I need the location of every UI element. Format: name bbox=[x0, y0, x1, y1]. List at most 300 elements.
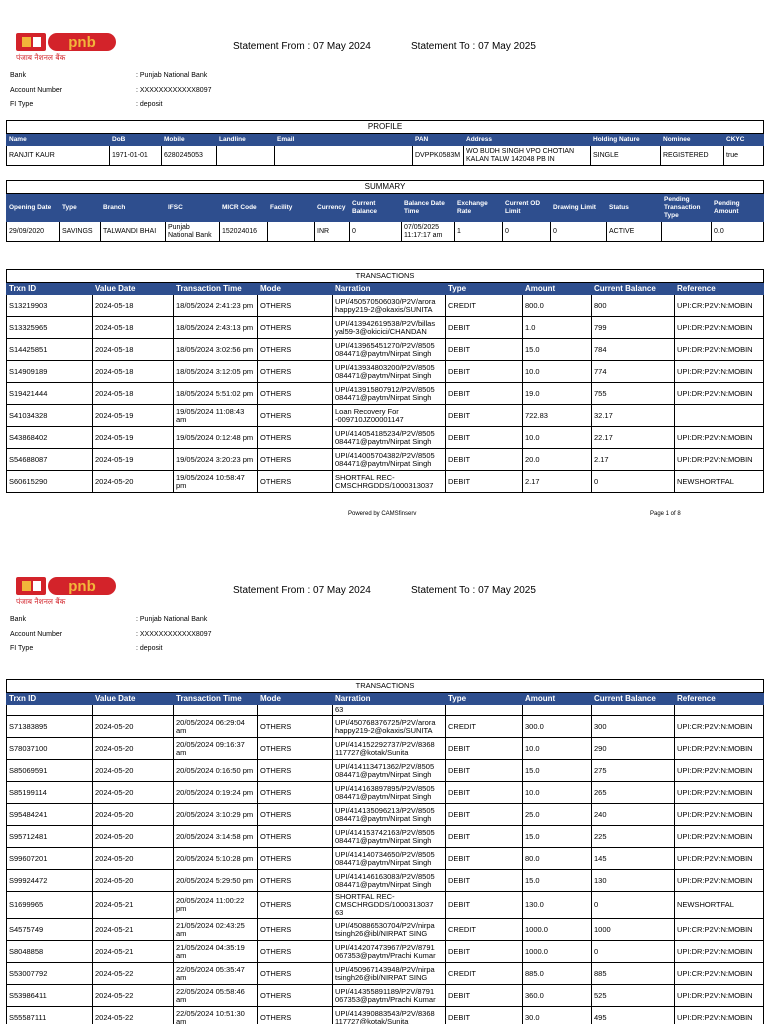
statement-to: Statement To : 07 May 2025 bbox=[411, 585, 536, 596]
transaction-cell: S99607201 bbox=[7, 848, 93, 870]
transaction-cell: 19/05/2024 0:12:48 pm bbox=[174, 427, 258, 449]
transaction-cell: 18/05/2024 3:02:56 pm bbox=[174, 339, 258, 361]
statement-from: Statement From : 07 May 2024 bbox=[233, 41, 371, 52]
transaction-cell bbox=[93, 705, 174, 716]
transaction-cell: DEBIT bbox=[446, 870, 523, 892]
transaction-cell: OTHERS bbox=[258, 405, 333, 427]
tx-header: Mode bbox=[258, 693, 333, 705]
meta-value: : deposit bbox=[136, 101, 163, 108]
transaction-cell: OTHERS bbox=[258, 892, 333, 919]
transaction-cell: OTHERS bbox=[258, 985, 333, 1007]
transaction-cell: 18/05/2024 2:43:13 pm bbox=[174, 317, 258, 339]
profile-header: Holding Nature bbox=[591, 134, 661, 146]
transaction-cell: CREDIT bbox=[446, 963, 523, 985]
account-meta bbox=[10, 69, 212, 113]
transaction-cell: 2024-05-19 bbox=[93, 427, 174, 449]
summary-header: Status bbox=[607, 194, 662, 222]
transaction-cell: S85069591 bbox=[7, 760, 93, 782]
transaction-cell: OTHERS bbox=[258, 361, 333, 383]
transaction-cell: OTHERS bbox=[258, 339, 333, 361]
logo-text: pnb bbox=[68, 578, 96, 595]
transaction-cell: 15.0 bbox=[523, 760, 592, 782]
page-number: Page 1 of 8 bbox=[650, 511, 681, 517]
transaction-cell: DEBIT bbox=[446, 471, 523, 493]
transaction-row bbox=[7, 427, 764, 449]
transaction-cell: UPI/414113471362/P2V/8505 084471@paytm/Nirpat Singh bbox=[333, 760, 446, 782]
transaction-cell: UPI:CR:P2V:N:MOBIN bbox=[675, 919, 764, 941]
transaction-row bbox=[7, 449, 764, 471]
transaction-cell: UPI:DR:P2V:N:MOBIN bbox=[675, 1007, 764, 1024]
transaction-cell: 2024-05-22 bbox=[93, 963, 174, 985]
transaction-cell: OTHERS bbox=[258, 383, 333, 405]
transaction-cell: UPI:DR:P2V:N:MOBIN bbox=[675, 985, 764, 1007]
transaction-cell: UPI/414163897895/P2V/8505 084471@paytm/Nirpat Singh bbox=[333, 782, 446, 804]
transaction-cell: 20.0 bbox=[523, 449, 592, 471]
transaction-cell: UPI:DR:P2V:N:MOBIN bbox=[675, 870, 764, 892]
transaction-cell: SHORTFAL REC-CMSCHRGDDS/1000313037 63 bbox=[333, 892, 446, 919]
transaction-cell: OTHERS bbox=[258, 941, 333, 963]
transaction-cell: 18/05/2024 5:51:02 pm bbox=[174, 383, 258, 405]
transaction-cell: DEBIT bbox=[446, 1007, 523, 1024]
transaction-cell: DEBIT bbox=[446, 738, 523, 760]
transaction-cell: 300.0 bbox=[523, 716, 592, 738]
tx-header: Amount bbox=[523, 283, 592, 295]
tx-header: Mode bbox=[258, 283, 333, 295]
transaction-cell: 799 bbox=[592, 317, 675, 339]
transaction-cell: UPI:DR:P2V:N:MOBIN bbox=[675, 317, 764, 339]
summary-cell bbox=[268, 222, 315, 242]
pnb-logo bbox=[16, 33, 120, 65]
transaction-cell: 2024-05-20 bbox=[93, 782, 174, 804]
summary-cell: INR bbox=[315, 222, 350, 242]
transaction-row bbox=[7, 405, 764, 427]
transaction-cell: 18/05/2024 3:12:05 pm bbox=[174, 361, 258, 383]
transaction-cell: UPI:DR:P2V:N:MOBIN bbox=[675, 941, 764, 963]
summary-cell: SAVINGS bbox=[60, 222, 101, 242]
summary-header: MICR Code bbox=[220, 194, 268, 222]
transaction-cell: 2024-05-19 bbox=[93, 405, 174, 427]
transaction-cell: S95484241 bbox=[7, 804, 93, 826]
transaction-cell: 130 bbox=[592, 870, 675, 892]
transaction-cell: 525 bbox=[592, 985, 675, 1007]
transactions-table-page-1 bbox=[6, 269, 764, 493]
transaction-cell: UPI/414153742163/P2V/8505 084471@paytm/Nirpat Singh bbox=[333, 826, 446, 848]
transaction-cell: 15.0 bbox=[523, 826, 592, 848]
transaction-row bbox=[7, 760, 764, 782]
transaction-cell: S19421444 bbox=[7, 383, 93, 405]
summary-cell: 0 bbox=[503, 222, 551, 242]
tx-header: Current Balance bbox=[592, 283, 675, 295]
profile-header: Nominee bbox=[661, 134, 724, 146]
summary-header: IFSC bbox=[166, 194, 220, 222]
transaction-cell: CREDIT bbox=[446, 295, 523, 317]
summary-cell bbox=[662, 222, 712, 242]
transaction-cell: UPI/450967143948/P2V/nirpa tsingh26@ibl/NIRPAT SING bbox=[333, 963, 446, 985]
transaction-cell: S55587111 bbox=[7, 1007, 93, 1024]
summary-cell: 0.0 bbox=[712, 222, 764, 242]
transactions-table-page-2 bbox=[6, 679, 764, 1024]
summary-cell: TALWANDI BHAI bbox=[101, 222, 166, 242]
tx-header: Transaction Time bbox=[174, 693, 258, 705]
transaction-cell: 2024-05-20 bbox=[93, 826, 174, 848]
transaction-cell: 800 bbox=[592, 295, 675, 317]
transaction-cell: 800.0 bbox=[523, 295, 592, 317]
transaction-cell bbox=[7, 705, 93, 716]
transaction-cell: S78037100 bbox=[7, 738, 93, 760]
transaction-cell: OTHERS bbox=[258, 738, 333, 760]
transaction-cell: 2024-05-21 bbox=[93, 941, 174, 963]
profile-cell: REGISTERED bbox=[661, 146, 724, 166]
transaction-cell: UPI:DR:P2V:N:MOBIN bbox=[675, 339, 764, 361]
transaction-cell: 2024-05-20 bbox=[93, 870, 174, 892]
transaction-cell: 784 bbox=[592, 339, 675, 361]
transaction-cell: UPI/414140734650/P2V/8505 084471@paytm/Nirpat Singh bbox=[333, 848, 446, 870]
profile-header: Name bbox=[7, 134, 110, 146]
tx-header: Transaction Time bbox=[174, 283, 258, 295]
transaction-cell: 2024-05-22 bbox=[93, 985, 174, 1007]
transaction-cell: Loan Recovery For -009710JZ00001147 bbox=[333, 405, 446, 427]
transaction-cell: 10.0 bbox=[523, 427, 592, 449]
transaction-cell: CREDIT bbox=[446, 919, 523, 941]
summary-header: Currency bbox=[315, 194, 350, 222]
transaction-cell: S14425851 bbox=[7, 339, 93, 361]
transaction-row bbox=[7, 826, 764, 848]
tx-header: Reference bbox=[675, 283, 764, 295]
account-meta bbox=[10, 613, 212, 657]
transaction-cell: UPI:DR:P2V:N:MOBIN bbox=[675, 383, 764, 405]
transaction-cell: 21/05/2024 02:43:25 am bbox=[174, 919, 258, 941]
transaction-cell: 80.0 bbox=[523, 848, 592, 870]
summary-cell: 29/09/2020 bbox=[7, 222, 60, 242]
transaction-cell: 130.0 bbox=[523, 892, 592, 919]
transaction-cell: 2024-05-22 bbox=[93, 1007, 174, 1024]
transaction-cell: UPI:DR:P2V:N:MOBIN bbox=[675, 427, 764, 449]
meta-value: : XXXXXXXXXXXX8097 bbox=[136, 86, 212, 94]
transaction-cell: 225 bbox=[592, 826, 675, 848]
transaction-cell: 1000.0 bbox=[523, 919, 592, 941]
transaction-cell: 22/05/2024 05:35:47 am bbox=[174, 963, 258, 985]
transaction-cell: OTHERS bbox=[258, 317, 333, 339]
transaction-cell: 275 bbox=[592, 760, 675, 782]
transaction-cell: DEBIT bbox=[446, 760, 523, 782]
transaction-cell: UPI/414005704382/P2V/8505 084471@paytm/Nirpat Singh bbox=[333, 449, 446, 471]
transaction-cell: 22.17 bbox=[592, 427, 675, 449]
profile-cell: RANJIT KAUR bbox=[7, 146, 110, 166]
transaction-cell: 20/05/2024 5:10:28 pm bbox=[174, 848, 258, 870]
transaction-cell: UPI:DR:P2V:N:MOBIN bbox=[675, 760, 764, 782]
transaction-cell: 885 bbox=[592, 963, 675, 985]
summary-cell: 07/05/2025 11:17:17 am bbox=[402, 222, 455, 242]
transaction-cell: UPI/414146163083/P2V/8505 084471@paytm/Nirpat Singh bbox=[333, 870, 446, 892]
transaction-cell: 2.17 bbox=[523, 471, 592, 493]
transaction-cell: 240 bbox=[592, 804, 675, 826]
transaction-cell: S99924472 bbox=[7, 870, 93, 892]
transaction-cell: 15.0 bbox=[523, 870, 592, 892]
transaction-cell: 300 bbox=[592, 716, 675, 738]
transaction-cell: S14909189 bbox=[7, 361, 93, 383]
transaction-row bbox=[7, 716, 764, 738]
meta-label: Account Number bbox=[10, 630, 63, 638]
transaction-cell: DEBIT bbox=[446, 405, 523, 427]
transaction-cell: 722.83 bbox=[523, 405, 592, 427]
meta-label: FI Type bbox=[10, 645, 34, 652]
statement-from: Statement From : 07 May 2024 bbox=[233, 585, 371, 596]
transaction-cell: UPI:DR:P2V:N:MOBIN bbox=[675, 782, 764, 804]
transaction-cell: 20/05/2024 5:29:50 pm bbox=[174, 870, 258, 892]
summary-cell: Punjab National Bank bbox=[166, 222, 220, 242]
transaction-cell: 290 bbox=[592, 738, 675, 760]
transaction-cell: OTHERS bbox=[258, 760, 333, 782]
summary-header: Exchange Rate bbox=[455, 194, 503, 222]
transaction-cell: UPI/414152292737/P2V/8368 117727@kotak/Sunita bbox=[333, 738, 446, 760]
statement-to: Statement To : 07 May 2025 bbox=[411, 41, 536, 52]
transaction-cell: UPI:CR:P2V:N:MOBIN bbox=[675, 295, 764, 317]
transaction-row bbox=[7, 963, 764, 985]
transaction-cell: 22/05/2024 10:51:30 am bbox=[174, 1007, 258, 1024]
profile-table bbox=[6, 120, 764, 166]
transaction-cell: DEBIT bbox=[446, 317, 523, 339]
logo-subtext: पंजाब नैशनल बैंक bbox=[16, 53, 66, 62]
transaction-cell bbox=[675, 405, 764, 427]
summary-cell: 0 bbox=[350, 222, 402, 242]
profile-header: Address bbox=[464, 134, 591, 146]
transaction-cell: OTHERS bbox=[258, 826, 333, 848]
logo-text: pnb bbox=[68, 34, 96, 51]
transaction-cell: S41034328 bbox=[7, 405, 93, 427]
transaction-cell: UPI/413934803200/P2V/8505 084471@paytm/Nirpat Singh bbox=[333, 361, 446, 383]
transaction-cell: 2024-05-20 bbox=[93, 471, 174, 493]
transaction-row bbox=[7, 738, 764, 760]
transaction-cell: OTHERS bbox=[258, 295, 333, 317]
transaction-cell: DEBIT bbox=[446, 449, 523, 471]
tx-header: Narration bbox=[333, 283, 446, 295]
transaction-cell: 2024-05-20 bbox=[93, 760, 174, 782]
transaction-cell: S53986411 bbox=[7, 985, 93, 1007]
transaction-row bbox=[7, 892, 764, 919]
transaction-cell: 0 bbox=[592, 892, 675, 919]
transaction-cell: UPI:DR:P2V:N:MOBIN bbox=[675, 361, 764, 383]
transaction-cell: 755 bbox=[592, 383, 675, 405]
profile-cell bbox=[275, 146, 413, 166]
transaction-cell: DEBIT bbox=[446, 804, 523, 826]
transaction-row bbox=[7, 782, 764, 804]
transaction-cell: S13219903 bbox=[7, 295, 93, 317]
transaction-cell: 1.0 bbox=[523, 317, 592, 339]
transaction-cell: 22/05/2024 05:58:46 am bbox=[174, 985, 258, 1007]
profile-cell: DVPPK0583M bbox=[413, 146, 464, 166]
meta-value: : XXXXXXXXXXXX8097 bbox=[136, 630, 212, 638]
transaction-cell: S53007792 bbox=[7, 963, 93, 985]
profile-header: Email bbox=[275, 134, 413, 146]
transaction-cell: 0 bbox=[592, 471, 675, 493]
transaction-cell: DEBIT bbox=[446, 892, 523, 919]
meta-value: : Punjab National Bank bbox=[136, 616, 208, 623]
tx-header: Type bbox=[446, 693, 523, 705]
transaction-cell: UPI/414207473967/P2V/8791 067353@paytm/Prachi Kumar bbox=[333, 941, 446, 963]
transaction-cell: OTHERS bbox=[258, 1007, 333, 1024]
transaction-cell: 20/05/2024 0:16:50 pm bbox=[174, 760, 258, 782]
transaction-cell: 30.0 bbox=[523, 1007, 592, 1024]
tx-header: Type bbox=[446, 283, 523, 295]
transaction-cell: S95712481 bbox=[7, 826, 93, 848]
transaction-cell: UPI/450570506030/P2V/arora happy219-2@okaxis/SUNITA bbox=[333, 295, 446, 317]
transaction-row bbox=[7, 1007, 764, 1024]
transaction-cell: NEWSHORTFAL bbox=[675, 892, 764, 919]
transaction-cell: UPI:DR:P2V:N:MOBIN bbox=[675, 826, 764, 848]
transaction-cell: 2024-05-20 bbox=[93, 848, 174, 870]
transaction-cell: S13325965 bbox=[7, 317, 93, 339]
transaction-cell: SHORTFAL REC-CMSCHRGDDS/1000313037 bbox=[333, 471, 446, 493]
transaction-cell: 15.0 bbox=[523, 339, 592, 361]
summary-header: Pending Transaction Type bbox=[662, 194, 712, 222]
transaction-row bbox=[7, 985, 764, 1007]
transaction-cell: UPI:DR:P2V:N:MOBIN bbox=[675, 848, 764, 870]
summary-cell: ACTIVE bbox=[607, 222, 662, 242]
transaction-cell bbox=[258, 705, 333, 716]
transaction-cell: OTHERS bbox=[258, 716, 333, 738]
summary-table bbox=[6, 180, 764, 242]
transaction-cell: UPI/414355891189/P2V/8791 067353@paytm/Prachi Kumar bbox=[333, 985, 446, 1007]
transaction-cell: S60615290 bbox=[7, 471, 93, 493]
meta-value: : Punjab National Bank bbox=[136, 72, 208, 79]
transaction-cell: 1000.0 bbox=[523, 941, 592, 963]
transaction-row bbox=[7, 295, 764, 317]
transaction-cell: UPI/414390883543/P2V/8368 117727@kotak/Sunita bbox=[333, 1007, 446, 1024]
transaction-row bbox=[7, 383, 764, 405]
profile-header: CKYC bbox=[724, 134, 764, 146]
transactions-title: TRANSACTIONS bbox=[7, 270, 764, 283]
transaction-cell: DEBIT bbox=[446, 427, 523, 449]
transaction-cell: UPI/413965451270/P2V/8505 084471@paytm/Nirpat Singh bbox=[333, 339, 446, 361]
transaction-cell: DEBIT bbox=[446, 826, 523, 848]
transaction-cell: 774 bbox=[592, 361, 675, 383]
transactions-title: TRANSACTIONS bbox=[7, 680, 764, 693]
tx-header: Amount bbox=[523, 693, 592, 705]
meta-label: Account Number bbox=[10, 86, 63, 94]
statement-page-2 bbox=[0, 560, 768, 1024]
transaction-cell: OTHERS bbox=[258, 782, 333, 804]
transaction-cell: 2024-05-21 bbox=[93, 892, 174, 919]
transaction-cell: 19/05/2024 11:08:43 am bbox=[174, 405, 258, 427]
transaction-row bbox=[7, 361, 764, 383]
transaction-cell: 20/05/2024 06:29:04 am bbox=[174, 716, 258, 738]
profile-cell: true bbox=[724, 146, 764, 166]
transaction-cell: UPI:DR:P2V:N:MOBIN bbox=[675, 738, 764, 760]
meta-label: Bank bbox=[10, 72, 26, 79]
transaction-cell: 18/05/2024 2:41:23 pm bbox=[174, 295, 258, 317]
transaction-cell: 265 bbox=[592, 782, 675, 804]
summary-cell: 1 bbox=[455, 222, 503, 242]
transaction-cell bbox=[675, 705, 764, 716]
transaction-cell: DEBIT bbox=[446, 383, 523, 405]
transaction-cell bbox=[446, 705, 523, 716]
summary-cell: 152024016 bbox=[220, 222, 268, 242]
transaction-cell: 2024-05-20 bbox=[93, 738, 174, 760]
summary-header: Pending Amount bbox=[712, 194, 764, 222]
transaction-cell: OTHERS bbox=[258, 449, 333, 471]
summary-header: Current OD Limit bbox=[503, 194, 551, 222]
transaction-cell: UPI/450768376725/P2V/arora happy219-2@okaxis/SUNITA bbox=[333, 716, 446, 738]
transaction-cell: DEBIT bbox=[446, 848, 523, 870]
transaction-row bbox=[7, 317, 764, 339]
transaction-cell: 2024-05-18 bbox=[93, 361, 174, 383]
transaction-cell: OTHERS bbox=[258, 427, 333, 449]
transaction-cell: S43868402 bbox=[7, 427, 93, 449]
transaction-cell: 32.17 bbox=[592, 405, 675, 427]
transaction-cell: 2024-05-21 bbox=[93, 919, 174, 941]
summary-header: Balance Date Time bbox=[402, 194, 455, 222]
transaction-cell: OTHERS bbox=[258, 963, 333, 985]
transaction-cell: S1699965 bbox=[7, 892, 93, 919]
transaction-cell bbox=[592, 705, 675, 716]
transaction-cell: S8048858 bbox=[7, 941, 93, 963]
transaction-row bbox=[7, 870, 764, 892]
transaction-cell: 20/05/2024 0:19:24 pm bbox=[174, 782, 258, 804]
transaction-cell: 10.0 bbox=[523, 738, 592, 760]
transaction-cell: 20/05/2024 11:00:22 pm bbox=[174, 892, 258, 919]
transaction-cell: 2024-05-18 bbox=[93, 295, 174, 317]
transaction-cell: 2024-05-20 bbox=[93, 804, 174, 826]
transaction-cell bbox=[523, 705, 592, 716]
transaction-cell: 63 bbox=[333, 705, 446, 716]
tx-header: Trxn ID bbox=[7, 283, 93, 295]
transaction-cell: DEBIT bbox=[446, 339, 523, 361]
transaction-cell: CREDIT bbox=[446, 716, 523, 738]
tx-header: Current Balance bbox=[592, 693, 675, 705]
transaction-cell: 20/05/2024 3:10:29 pm bbox=[174, 804, 258, 826]
profile-cell: SINGLE bbox=[591, 146, 661, 166]
transaction-cell: 10.0 bbox=[523, 361, 592, 383]
transaction-cell: S4575749 bbox=[7, 919, 93, 941]
tx-header: Reference bbox=[675, 693, 764, 705]
transaction-cell: DEBIT bbox=[446, 941, 523, 963]
transaction-cell: OTHERS bbox=[258, 848, 333, 870]
transaction-cell: 10.0 bbox=[523, 782, 592, 804]
transaction-cell: UPI/413915807912/P2V/8505 084471@paytm/Nirpat Singh bbox=[333, 383, 446, 405]
transaction-cell: UPI/450886530704/P2V/nirpa tsingh26@ibl/NIRPAT SING bbox=[333, 919, 446, 941]
transaction-cell: UPI:DR:P2V:N:MOBIN bbox=[675, 449, 764, 471]
transaction-cell: 2024-05-19 bbox=[93, 449, 174, 471]
transaction-cell: 360.0 bbox=[523, 985, 592, 1007]
summary-header: Current Balance bbox=[350, 194, 402, 222]
profile-header: Landline bbox=[217, 134, 275, 146]
summary-title: SUMMARY bbox=[7, 181, 764, 194]
transaction-cell: S71383895 bbox=[7, 716, 93, 738]
summary-header: Drawing Limit bbox=[551, 194, 607, 222]
profile-header: PAN bbox=[413, 134, 464, 146]
transaction-cell: 1000 bbox=[592, 919, 675, 941]
profile-cell: 6280245053 bbox=[162, 146, 217, 166]
transaction-cell: 495 bbox=[592, 1007, 675, 1024]
summary-header: Type bbox=[60, 194, 101, 222]
transaction-row bbox=[7, 848, 764, 870]
transaction-cell: 20/05/2024 3:14:58 pm bbox=[174, 826, 258, 848]
transaction-cell: S54688087 bbox=[7, 449, 93, 471]
pnb-logo bbox=[16, 577, 120, 609]
logo-subtext: पंजाब नैशनल बैंक bbox=[16, 597, 66, 606]
profile-cell: 1971-01-01 bbox=[110, 146, 162, 166]
transaction-cell: DEBIT bbox=[446, 985, 523, 1007]
profile-cell: WO BUDH SINGH VPO CHOTIAN KALAN TALW 142048 PB IN bbox=[464, 146, 591, 166]
tx-header: Value Date bbox=[93, 283, 174, 295]
transaction-row bbox=[7, 471, 764, 493]
transaction-cell: 2024-05-18 bbox=[93, 317, 174, 339]
transaction-row bbox=[7, 941, 764, 963]
profile-title: PROFILE bbox=[7, 121, 764, 134]
transaction-cell: UPI/414135096213/P2V/8505 084471@paytm/Nirpat Singh bbox=[333, 804, 446, 826]
tx-header: Narration bbox=[333, 693, 446, 705]
meta-label: Bank bbox=[10, 616, 26, 623]
